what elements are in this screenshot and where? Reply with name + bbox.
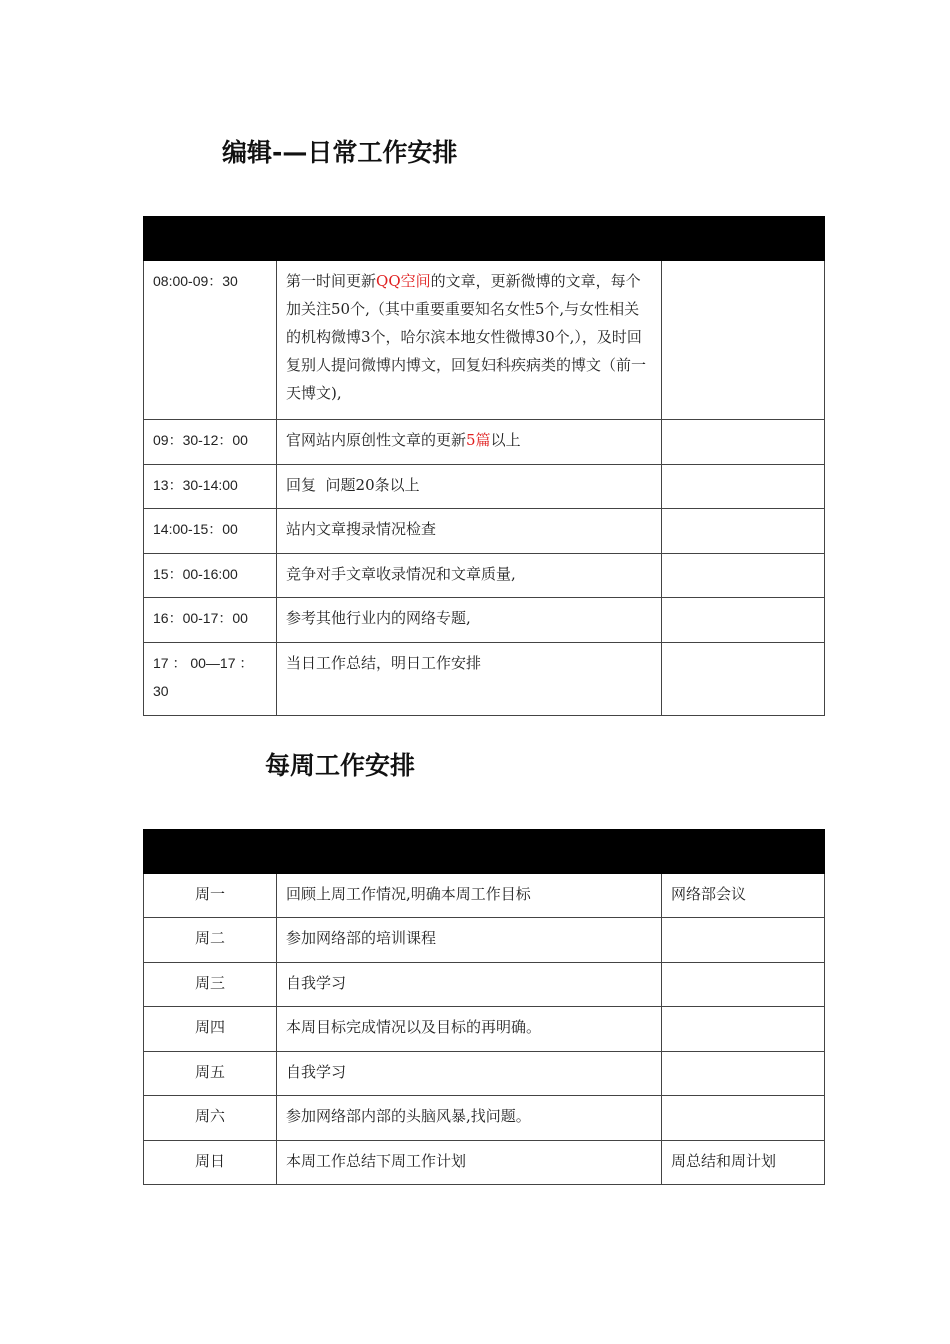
time-cell: 14:00-15：00 [144, 509, 277, 554]
time-cell: 13：30-14:00 [144, 465, 277, 509]
content-cell: 参加网络部内部的头脑风暴,找问题。 [277, 1096, 662, 1141]
note-cell [662, 554, 825, 598]
table-row [144, 509, 825, 554]
table-row [144, 1096, 825, 1141]
content-cell: 回顾上周工作情况,明确本周工作目标 [277, 874, 662, 918]
content-cell: 参考其他行业内的网络专题, [277, 598, 662, 643]
content-cell: 自我学习 [277, 963, 662, 1007]
header-cell-day [144, 830, 277, 874]
daily-schedule-title: 编辑-—日常工作安排 [222, 138, 458, 167]
note-cell [662, 1052, 825, 1096]
note-cell [662, 465, 825, 509]
time-cell: 16：00-17：00 [144, 598, 277, 643]
day-cell: 周四 [144, 1007, 277, 1052]
day-cell: 周三 [144, 963, 277, 1007]
table-row [144, 465, 825, 509]
time-cell: 08:00-09：30 [144, 261, 277, 420]
content-text: 官网站内原创性文章的更新 [286, 431, 467, 449]
table-row [144, 1007, 825, 1052]
note-cell [662, 1096, 825, 1141]
content-cell: 回复 问题20条以上 [277, 465, 662, 509]
header-cell-note [662, 830, 825, 874]
note-cell [662, 509, 825, 554]
table-row [144, 1052, 825, 1096]
day-cell: 周五 [144, 1052, 277, 1096]
highlight-text: 5篇 [466, 431, 491, 449]
table-row [144, 420, 825, 465]
table-row [144, 643, 825, 716]
content-cell: 本周目标完成情况以及目标的再明确。 [277, 1007, 662, 1052]
content-text: 第一时间更新 [286, 272, 377, 290]
note-cell [662, 261, 825, 420]
note-cell [662, 963, 825, 1007]
content-cell: 本周工作总结下周工作计划 [277, 1141, 662, 1185]
weekly-schedule-title: 每周工作安排 [265, 751, 416, 780]
daily-schedule-table [143, 216, 825, 716]
table-row [144, 918, 825, 963]
time-cell: 17 ： 00—17 ：30 [144, 643, 277, 716]
day-cell: 周日 [144, 1141, 277, 1185]
content-cell: 站内文章搜录情况检查 [277, 509, 662, 554]
content-cell: 竞争对手文章收录情况和文章质量, [277, 554, 662, 598]
content-cell [277, 420, 662, 465]
note-cell: 网络部会议 [662, 874, 825, 918]
note-cell: 周总结和周计划 [662, 1141, 825, 1185]
table-row [144, 874, 825, 918]
table-row [144, 963, 825, 1007]
note-cell [662, 643, 825, 716]
content-cell: 参加网络部的培训课程 [277, 918, 662, 963]
table-header-row [144, 830, 825, 874]
table-row [144, 261, 825, 420]
table-row [144, 598, 825, 643]
note-cell [662, 1007, 825, 1052]
day-cell: 周二 [144, 918, 277, 963]
time-cell: 15：00-16:00 [144, 554, 277, 598]
time-cell: 09：30-12：00 [144, 420, 277, 465]
content-text: 以上 [490, 431, 521, 449]
table-row [144, 1141, 825, 1185]
content-cell: 当日工作总结，明日工作安排 [277, 643, 662, 716]
day-cell: 周六 [144, 1096, 277, 1141]
header-cell-time [144, 217, 277, 261]
note-cell [662, 918, 825, 963]
header-cell-content [277, 830, 662, 874]
content-cell [277, 261, 662, 420]
header-cell-content [277, 217, 662, 261]
content-cell: 自我学习 [277, 1052, 662, 1096]
note-cell [662, 598, 825, 643]
table-row [144, 554, 825, 598]
table-header-row [144, 217, 825, 261]
day-cell: 周一 [144, 874, 277, 918]
note-cell [662, 420, 825, 465]
weekly-schedule-table [143, 829, 825, 1185]
header-cell-note [662, 217, 825, 261]
highlight-text: QQ空间 [376, 272, 431, 290]
content-text: 的文章，更新微博的文章，每个加关注50个,（其中重要重要知名女性5个,与女性相关的机构微博3个，哈尔滨本地女性微博30个,），及时回复别人提问微博内博文，回复妇科疾病类的博文（前一天博文), [286, 272, 647, 402]
